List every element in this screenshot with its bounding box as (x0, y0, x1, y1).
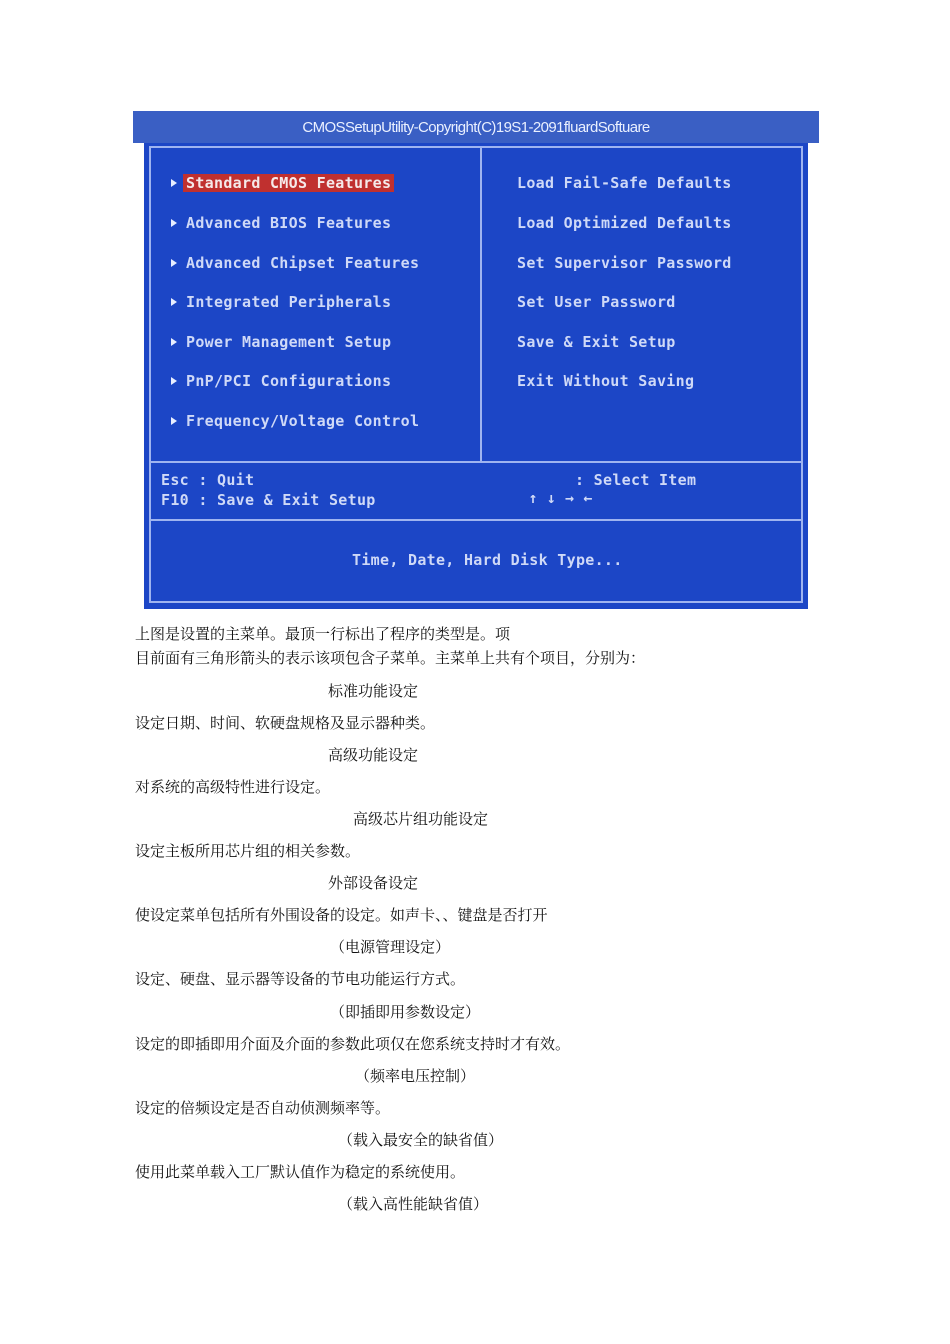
entry-text: 对系统的高级特性进行设定。 (135, 778, 331, 796)
menu-item-set-supervisor-password[interactable]: Set Supervisor Password (517, 254, 732, 272)
menu-item-label: Frequency/Voltage Control (186, 412, 420, 430)
submenu-arrow-icon (171, 377, 177, 385)
intro-line-2: 目前面有三角形箭头的表示该项包含子菜单。主菜单上共有个项目，分别为： (135, 649, 646, 667)
menu-item-pnp-pci[interactable] (171, 372, 391, 390)
menu-item-advanced-chipset[interactable] (171, 254, 419, 272)
menu-item-standard-cmos[interactable] (171, 174, 394, 192)
bios-screen (144, 143, 808, 609)
entry-heading: 标准功能设定 (328, 682, 419, 700)
entry-heading: （电源管理设定） (330, 938, 451, 956)
entry-text: 设定的倍频设定是否自动侦测频率等。 (135, 1099, 391, 1117)
entry-text: 使设定菜单包括所有外围设备的设定。如声卡、、键盘是否打开 (135, 906, 548, 924)
menu-item-label: Advanced BIOS Features (186, 214, 392, 232)
frame-right (801, 146, 803, 603)
entry-text: 设定日期、时间、软硬盘规格及显示器种类。 (135, 714, 436, 732)
menu-item-load-fail-safe[interactable]: Load Fail-Safe Defaults (517, 174, 732, 192)
intro-line-1: 上图是设置的主菜单。最顶一行标出了程序的类型是。项 (135, 625, 511, 643)
item-description: Time, Date, Hard Disk Type... (352, 551, 623, 569)
menu-item-load-optimized[interactable]: Load Optimized Defaults (517, 214, 732, 232)
entry-text: 设定、硬盘、显示器等设备的节电功能运行方式。 (135, 970, 466, 988)
frame-left (149, 146, 151, 603)
bios-title-bar (133, 111, 819, 143)
menu-item-set-user-password[interactable]: Set User Password (517, 293, 676, 311)
submenu-arrow-icon (171, 259, 177, 267)
submenu-arrow-icon (171, 338, 177, 346)
frame-top (149, 146, 803, 148)
submenu-arrow-icon (171, 417, 177, 425)
entry-heading: （载入高性能缺省值） (338, 1195, 489, 1213)
entry-heading: 高级芯片组功能设定 (353, 810, 489, 828)
arrow-down-icon: ↓ (546, 489, 557, 507)
entry-heading: 外部设备设定 (328, 874, 419, 892)
entry-heading: （即插即用参数设定） (330, 1003, 481, 1021)
submenu-arrow-icon (171, 298, 177, 306)
entry-text: 设定主板所用芯片组的相关参数。 (135, 842, 361, 860)
entry-heading: （载入最安全的缺省值） (338, 1131, 504, 1149)
arrow-right-icon: → (565, 489, 575, 507)
arrow-up-icon: ↑ (528, 489, 538, 507)
menu-item-power-management[interactable] (171, 333, 391, 351)
menu-item-exit-without-saving[interactable]: Exit Without Saving (517, 372, 695, 390)
menu-item-label: Power Management Setup (186, 333, 392, 351)
help-f10-save-exit: F10 : Save & Exit Setup (161, 491, 376, 509)
arrow-left-icon: ← (583, 489, 593, 507)
entry-heading: 高级功能设定 (328, 746, 419, 764)
menu-item-label: Standard CMOS Features (183, 174, 394, 192)
help-select-item: : Select Item (575, 471, 697, 489)
menu-item-integrated-peripherals[interactable] (171, 293, 391, 311)
bios-title: CMOSSetupUtility-Copyright(C)19S1-2091fluardSoftuare (302, 118, 650, 136)
entry-heading: （频率电压控制） (355, 1067, 476, 1085)
menu-item-label: Integrated Peripherals (186, 293, 392, 311)
menu-item-advanced-bios[interactable] (171, 214, 391, 232)
menu-item-label: PnP/PCI Configurations (186, 372, 392, 390)
menu-item-label: Advanced Chipset Features (186, 254, 420, 272)
frame-column-divider (480, 146, 482, 462)
entry-text: 使用此菜单载入工厂默认值作为稳定的系统使用。 (135, 1163, 466, 1181)
menu-item-frequency-voltage[interactable] (171, 412, 419, 430)
frame-divider-help (149, 461, 803, 463)
frame-bottom (149, 601, 803, 603)
frame-divider-description (149, 519, 803, 521)
submenu-arrow-icon (171, 219, 177, 227)
menu-item-save-exit[interactable]: Save & Exit Setup (517, 333, 676, 351)
submenu-arrow-icon (171, 179, 177, 187)
help-esc-quit: Esc : Quit (161, 471, 255, 489)
entry-text: 设定的即插即用介面及介面的参数此项仅在您系统支持时才有效。 (135, 1035, 571, 1053)
